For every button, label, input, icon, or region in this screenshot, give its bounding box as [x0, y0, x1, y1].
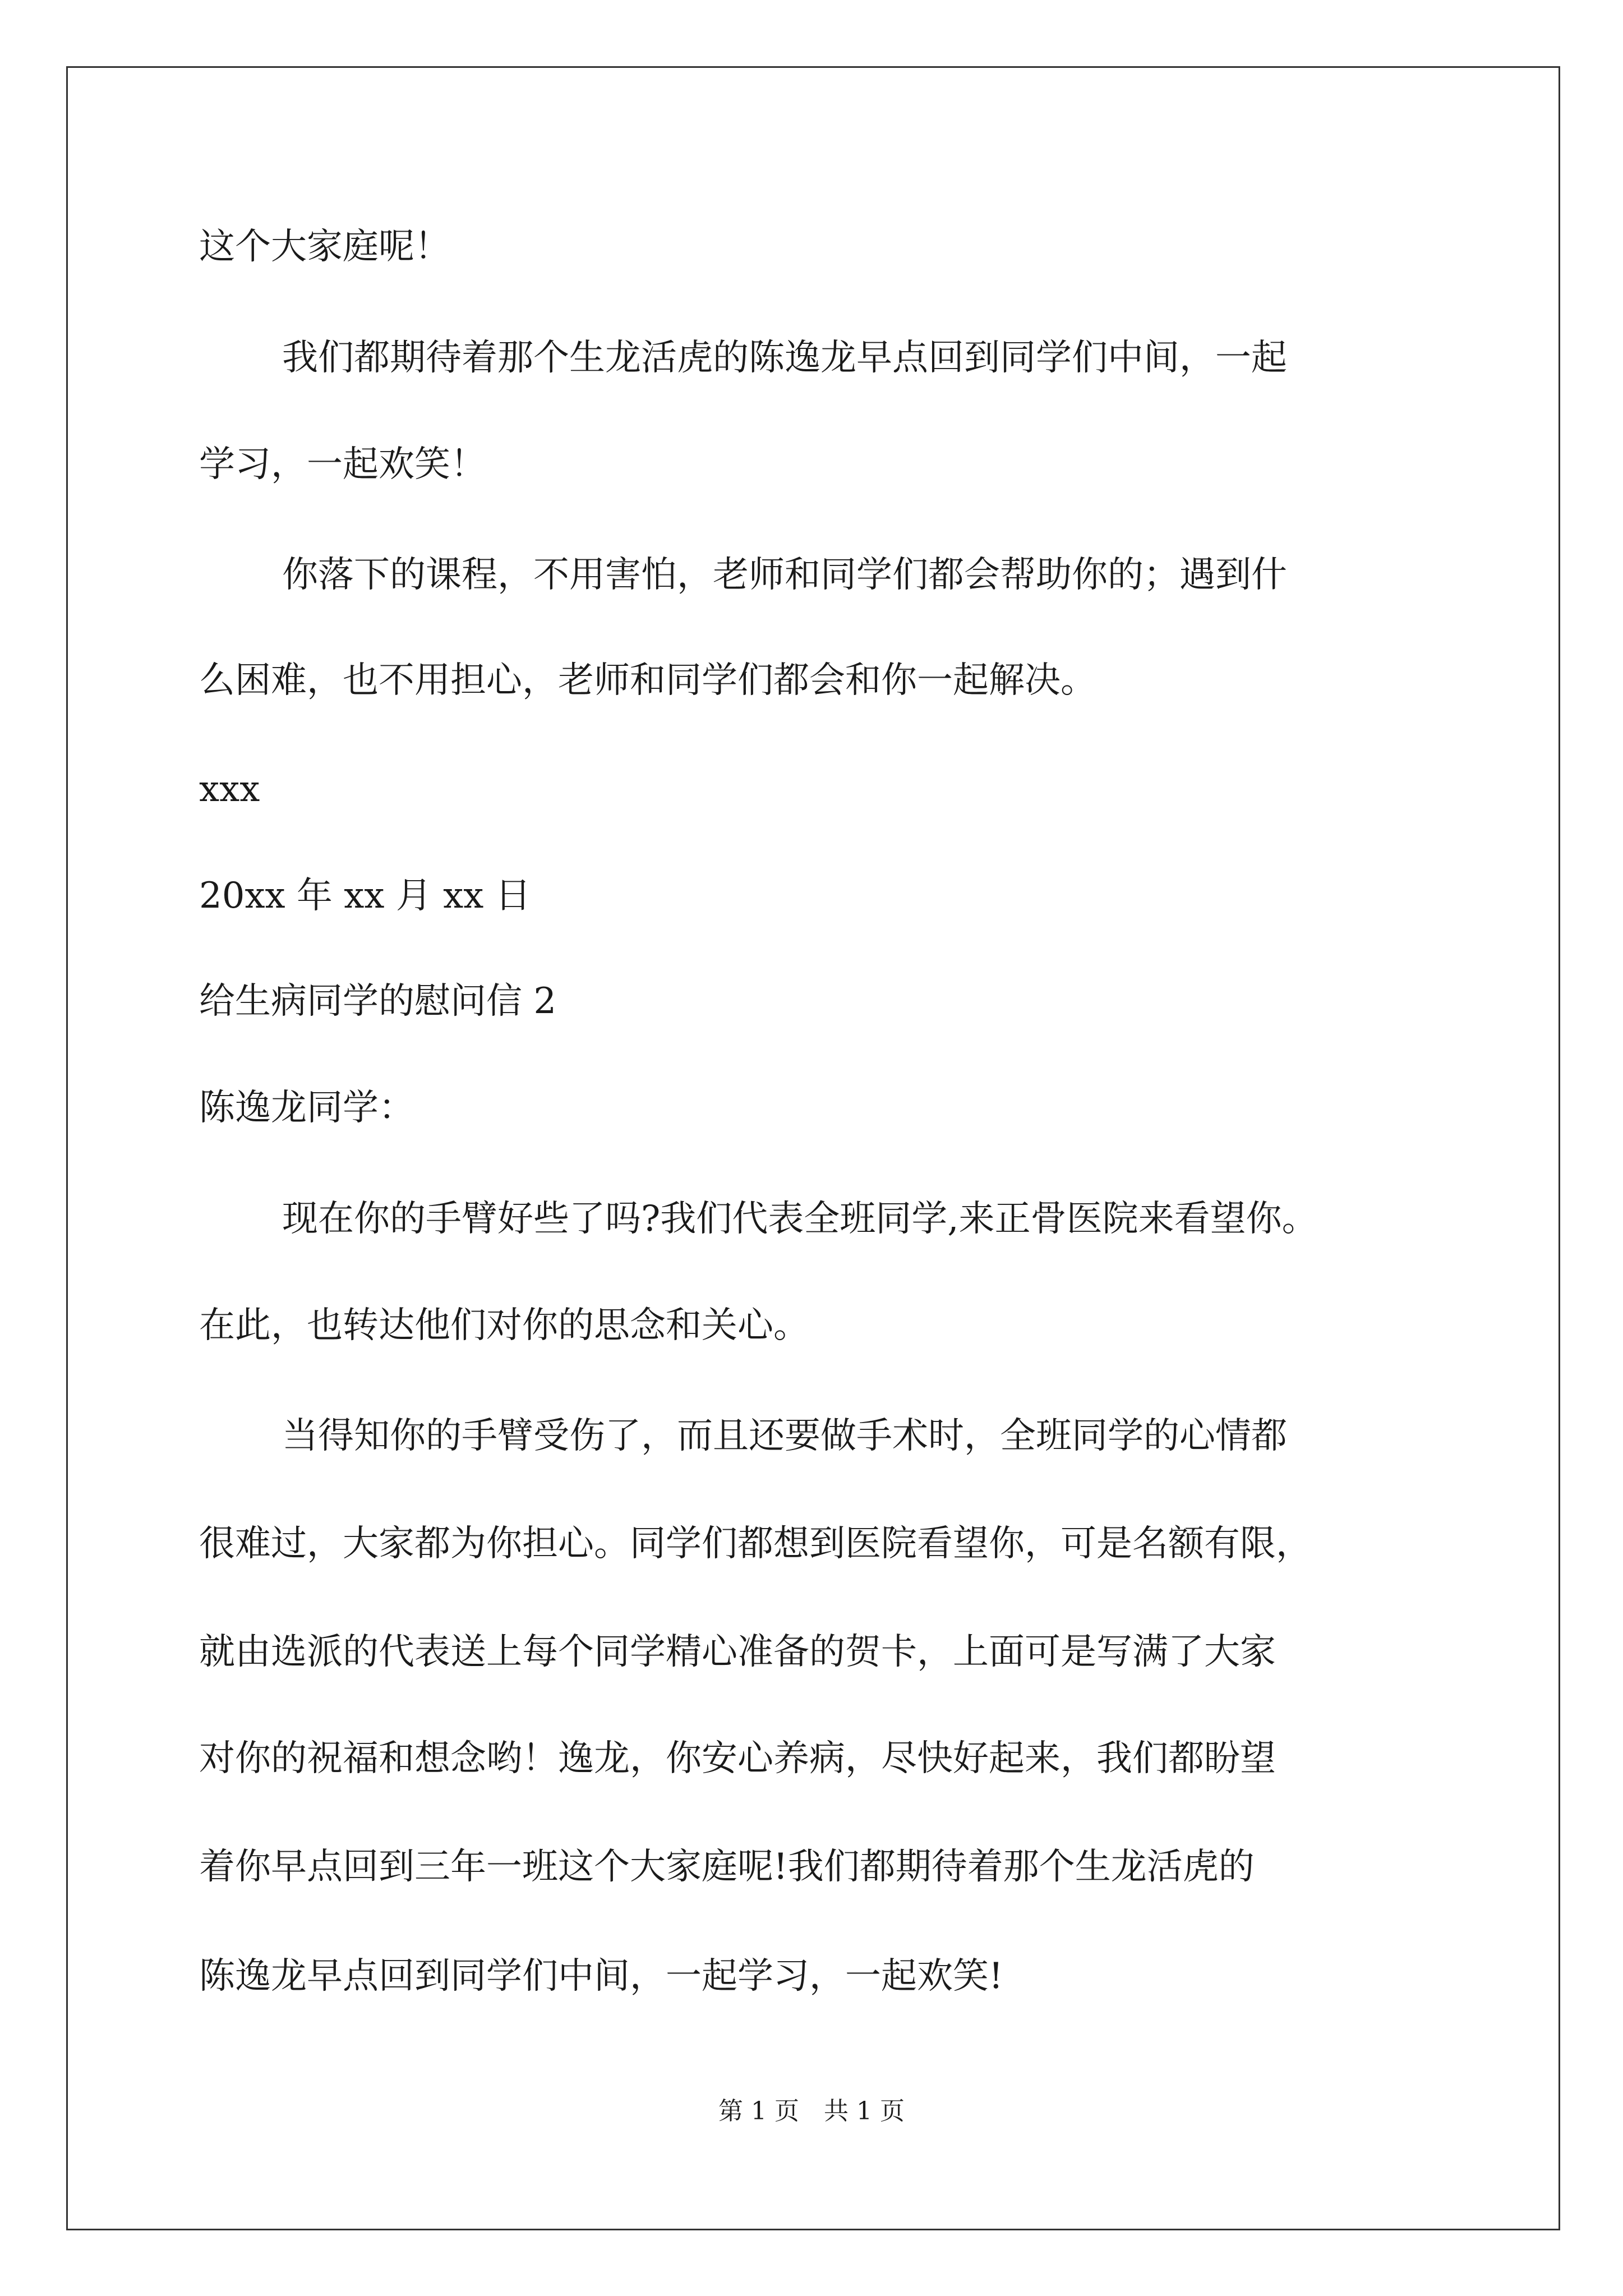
text-line: 很难过，大家都为你担心。同学们都想到医院看望你，可是名额有限，: [199, 1523, 1312, 1565]
text-line: 现在你的手臂好些了吗?我们代表全班同学,来正骨医院来看望你。: [282, 1198, 1318, 1240]
page-total: 共 1 页: [824, 2097, 905, 2125]
signature-line: xxx: [199, 769, 260, 810]
text-line: 就由选派的代表送上每个同学精心准备的贺卡，上面可是写满了大家: [199, 1631, 1276, 1673]
text-line: 么困难，也不用担心，老师和同学们都会和你一起解决。: [199, 660, 1096, 701]
text-line: 我们都期待着那个生龙活虎的陈逸龙早点回到同学们中间，一起: [282, 337, 1287, 379]
text-line: 对你的祝福和想念哟！逸龙，你安心养病，尽快好起来，我们都盼望: [199, 1738, 1276, 1779]
salutation: 陈逸龙同学：: [199, 1087, 414, 1129]
section-title: 给生病同学的慰问信 2: [199, 981, 557, 1022]
page-footer: [0, 2096, 1623, 2127]
page-border: [66, 66, 1560, 2230]
text-line: 在此，也转达他们对你的思念和关心。: [199, 1305, 809, 1346]
text-line: 你落下的课程，不用害怕，老师和同学们都会帮助你的；遇到什: [282, 554, 1287, 596]
page-number: 第 1 页: [718, 2097, 799, 2125]
text-line: 陈逸龙早点回到同学们中间，一起学习，一起欢笑!: [199, 1955, 1003, 1997]
date-line: 20xx 年 xx 月 xx 日: [199, 875, 531, 917]
text-line: 学习，一起欢笑！: [199, 444, 486, 485]
text-line: 这个大家庭呢！: [199, 226, 450, 268]
text-line: 着你早点回到三年一班这个大家庭呢!我们都期待着那个生龙活虎的: [199, 1846, 1255, 1888]
text-line: 当得知你的手臂受伤了，而且还要做手术时，全班同学的心情都: [282, 1415, 1287, 1457]
